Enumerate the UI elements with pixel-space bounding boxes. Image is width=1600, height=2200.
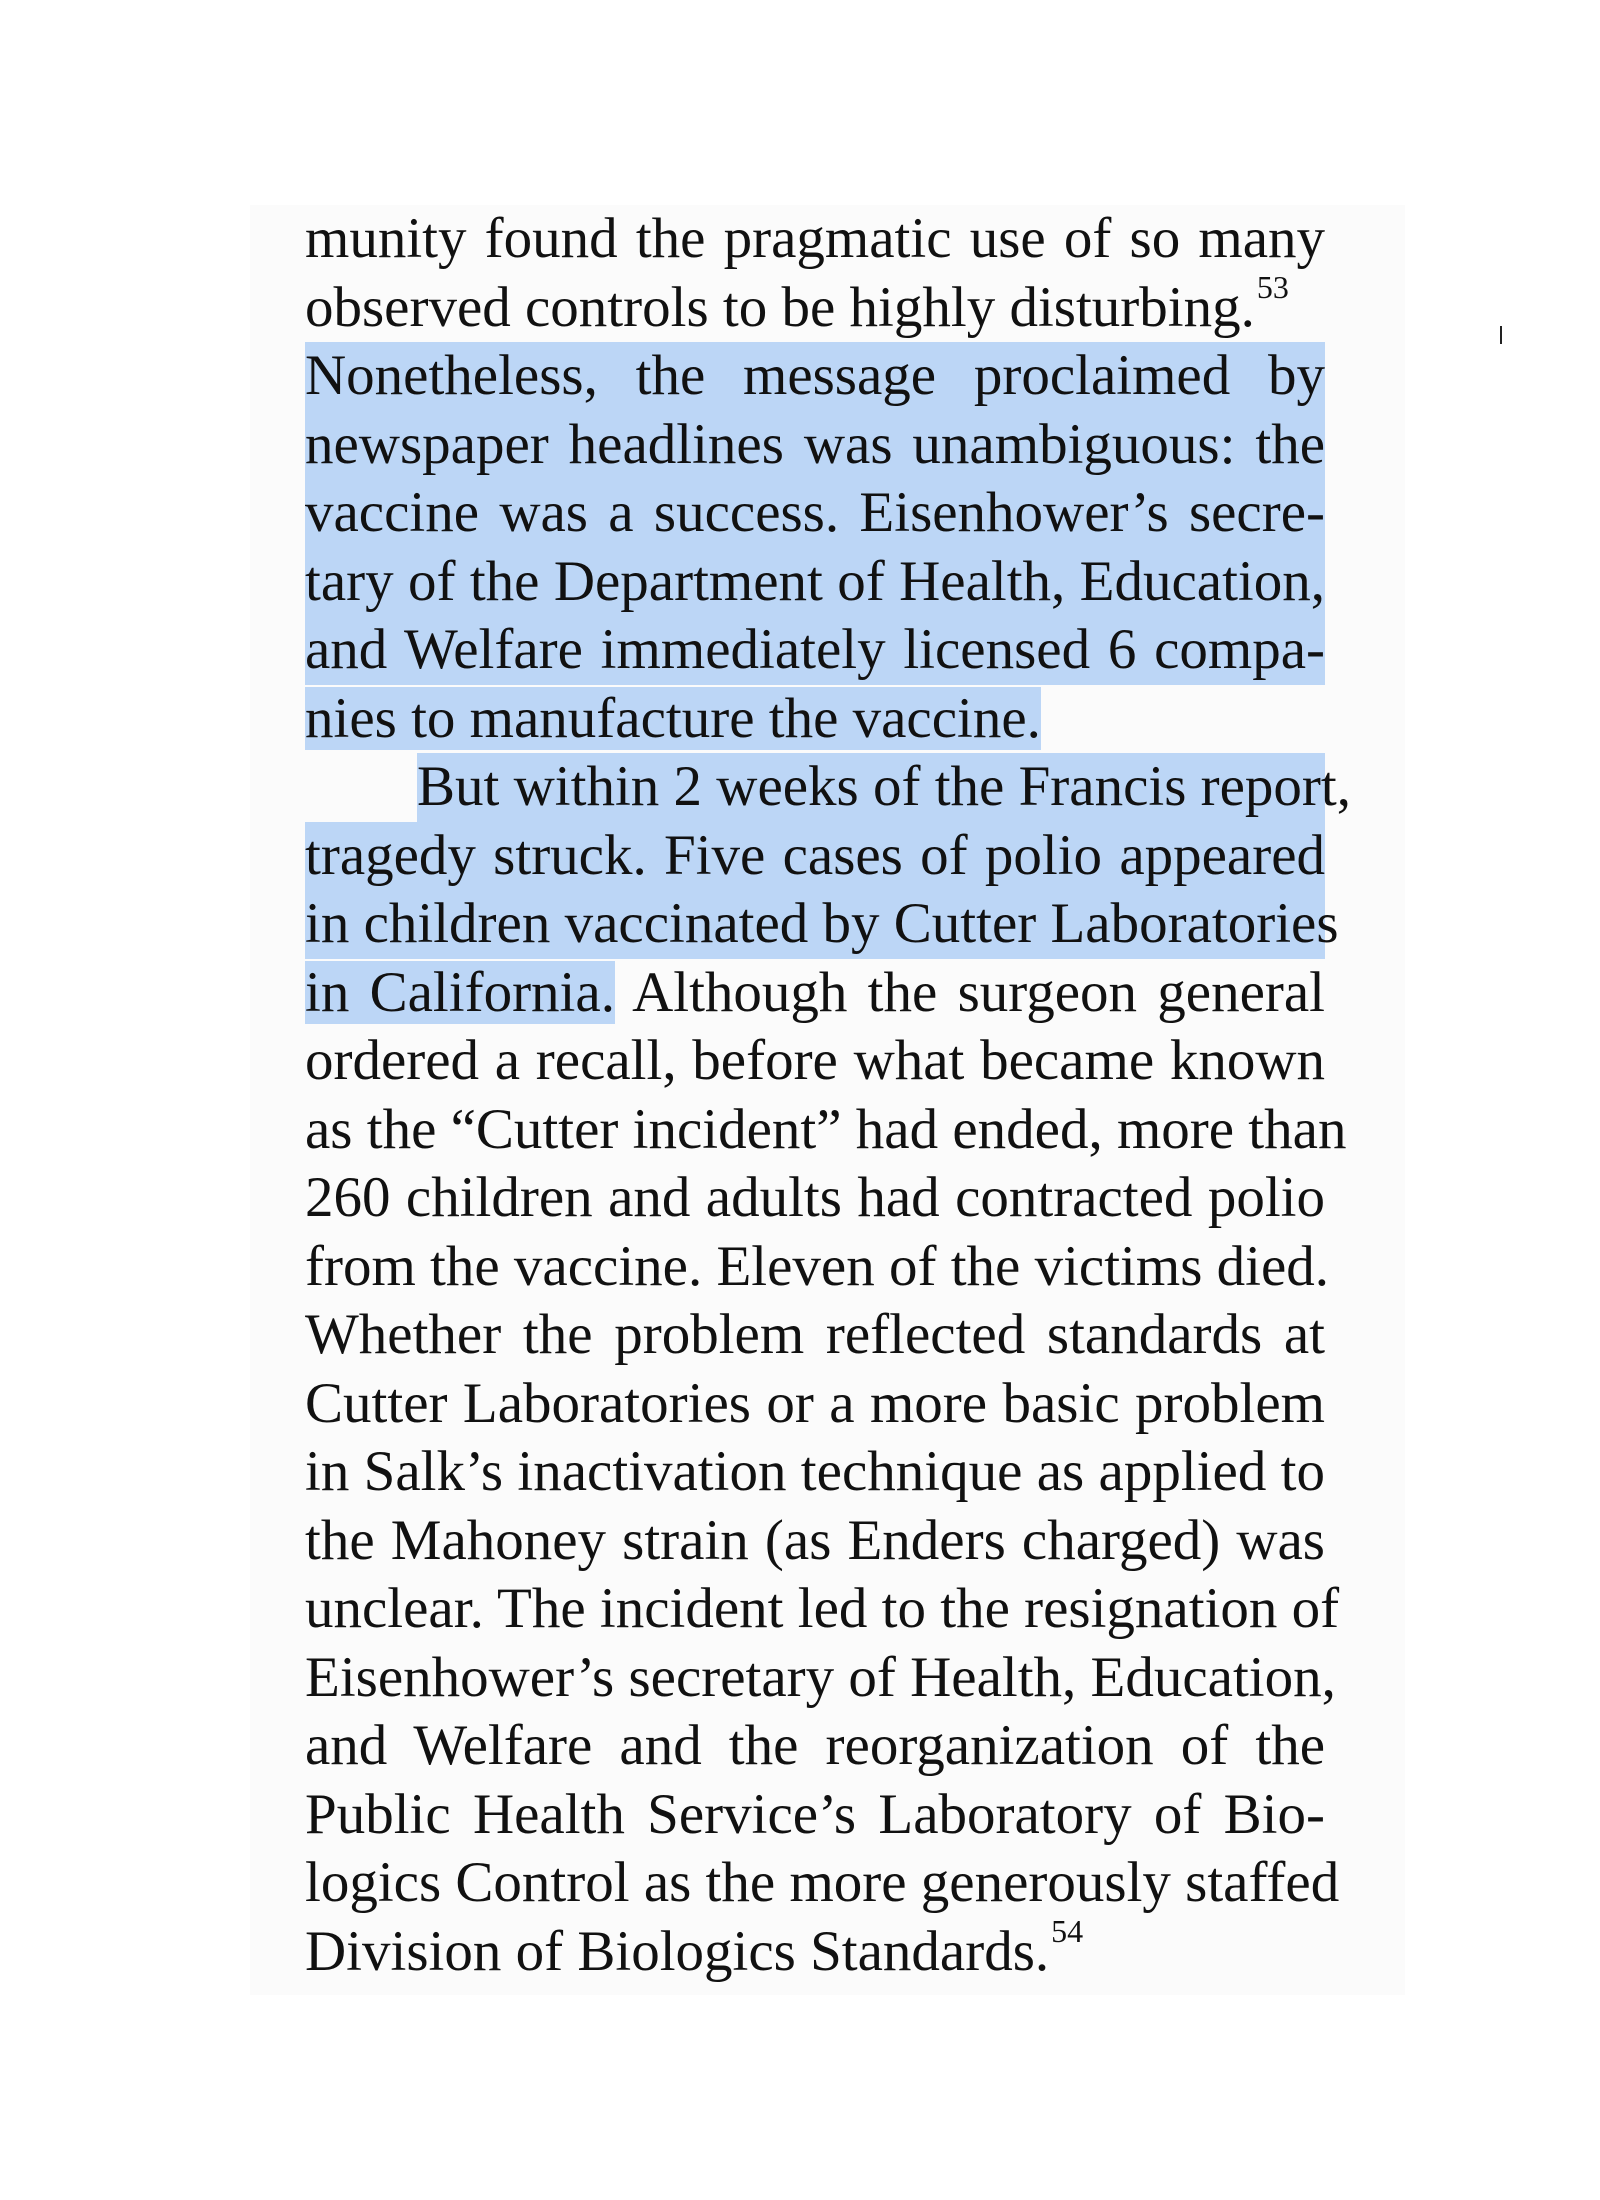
text-line[interactable] bbox=[305, 1301, 1325, 1370]
text-line[interactable] bbox=[305, 1233, 1330, 1302]
highlighted-text[interactable]: Nonetheless, the message proclaimed by bbox=[305, 344, 1325, 407]
highlighted-text[interactable]: in California. bbox=[305, 960, 615, 1024]
text-line[interactable] bbox=[305, 411, 1325, 480]
text-line[interactable] bbox=[305, 1096, 1347, 1165]
footnote-marker[interactable]: 54 bbox=[1051, 1912, 1084, 1949]
text-line[interactable] bbox=[305, 205, 1325, 274]
text-line[interactable] bbox=[305, 1644, 1336, 1713]
text-line[interactable] bbox=[305, 616, 1325, 685]
text-line[interactable] bbox=[305, 1781, 1325, 1850]
text-segment[interactable]: Whether the problem reflected standards at bbox=[305, 1303, 1325, 1366]
text-segment[interactable]: and Welfare and the reorganization of the bbox=[305, 1714, 1325, 1777]
text-segment[interactable]: 260 children and adults had contracted polio bbox=[305, 1166, 1325, 1229]
text-segment[interactable]: as the “Cutter incident” had ended, more than bbox=[305, 1097, 1347, 1161]
text-line[interactable] bbox=[305, 1712, 1325, 1781]
text-line[interactable] bbox=[305, 268, 1325, 343]
highlighted-text[interactable]: newspaper headlines was unambiguous: the bbox=[305, 412, 1325, 476]
body-text[interactable] bbox=[305, 205, 1351, 1986]
text-segment[interactable]: observed controls to be highly disturbing. bbox=[305, 275, 1255, 339]
text-line[interactable] bbox=[305, 890, 1339, 959]
text-segment[interactable]: logics Control as the more generously staffed bbox=[305, 1851, 1340, 1914]
text-line[interactable] bbox=[305, 822, 1325, 891]
text-segment[interactable]: Public Health Service’s Laboratory of Bio- bbox=[305, 1782, 1325, 1846]
text-line[interactable] bbox=[305, 1507, 1325, 1576]
text-line[interactable] bbox=[305, 548, 1325, 617]
text-line[interactable] bbox=[305, 685, 1325, 754]
highlighted-text[interactable]: tary of the Department of Health, Education, bbox=[305, 549, 1325, 613]
text-line[interactable] bbox=[305, 1438, 1325, 1507]
text-segment[interactable]: in Salk’s inactivation technique as applied to bbox=[305, 1440, 1325, 1503]
highlighted-text[interactable]: and Welfare immediately licensed 6 compa- bbox=[305, 618, 1325, 681]
highlighted-text[interactable]: vaccine was a success. Eisenhower’s secre- bbox=[305, 481, 1325, 544]
text-segment[interactable]: Eisenhower’s secretary of Health, Education, bbox=[305, 1645, 1336, 1709]
text-line[interactable] bbox=[305, 1849, 1340, 1918]
text-line[interactable] bbox=[305, 1912, 1325, 1987]
text-line[interactable] bbox=[305, 753, 1351, 822]
text-segment[interactable]: Division of Biologics Standards. bbox=[305, 1919, 1050, 1983]
text-segment[interactable]: unclear. The incident led to the resignation of bbox=[305, 1577, 1340, 1640]
text-line[interactable] bbox=[305, 1027, 1325, 1096]
text-line[interactable] bbox=[305, 1575, 1340, 1644]
footnote-marker[interactable]: 53 bbox=[1256, 268, 1289, 305]
text-cursor-icon bbox=[1500, 326, 1502, 344]
text-segment[interactable]: ordered a recall, before what became known bbox=[305, 1029, 1325, 1092]
text-segment[interactable]: the Mahoney strain (as Enders charged) was bbox=[305, 1508, 1325, 1572]
highlighted-text[interactable]: tragedy struck. Five cases of polio appeared bbox=[305, 823, 1325, 887]
text-segment[interactable]: Although the surgeon general bbox=[614, 960, 1325, 1024]
text-line[interactable] bbox=[305, 479, 1325, 548]
text-line[interactable] bbox=[305, 342, 1325, 411]
highlighted-text[interactable]: nies to manufacture the vaccine. bbox=[305, 686, 1041, 750]
text-line[interactable] bbox=[305, 1164, 1325, 1233]
text-segment[interactable]: munity found the pragmatic use of so many bbox=[305, 207, 1325, 270]
highlighted-text[interactable]: But within 2 weeks of the Francis report, bbox=[417, 755, 1351, 818]
text-segment[interactable]: from the vaccine. Eleven of the victims died. bbox=[305, 1234, 1330, 1298]
text-line[interactable] bbox=[305, 1370, 1325, 1439]
text-line[interactable] bbox=[305, 959, 1325, 1028]
highlighted-text[interactable]: in children vaccinated by Cutter Laboratories bbox=[305, 892, 1339, 955]
text-segment[interactable]: Cutter Laboratories or a more basic problem bbox=[305, 1371, 1325, 1435]
